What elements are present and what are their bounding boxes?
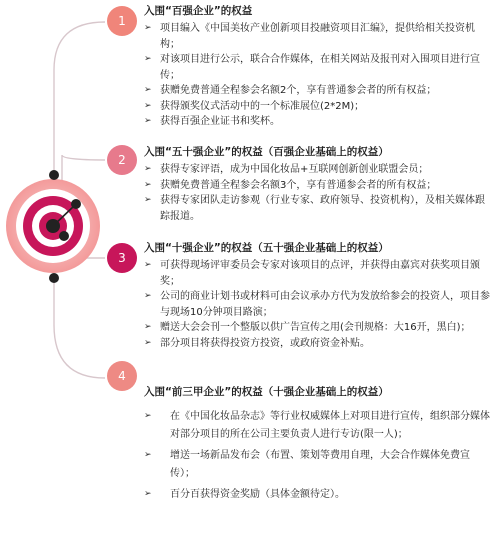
list-item [144, 289, 490, 320]
number-badge-3-text: 3 [118, 251, 126, 265]
arrow-bullet-icon: ➢ [144, 100, 152, 111]
arrow-bullet-icon: ➢ [144, 54, 152, 64]
number-badge-3 [107, 243, 137, 273]
benefit-list [144, 258, 490, 351]
arrow-bullet-icon: ➢ [144, 85, 152, 95]
list-item [144, 486, 490, 504]
list-item [144, 83, 490, 99]
list-item [144, 162, 490, 178]
section-title: 入围“五十强企业”的权益（百强企业基础上的权益） [144, 146, 389, 158]
arrow-bullet-icon: ➢ [144, 337, 152, 348]
arrow-bullet-icon: ➢ [144, 322, 152, 332]
list-item-text: 获得专家团队走访参观（行业专家、政府领导、投资机构），及相关媒体跟踪报道。 [160, 195, 485, 222]
benefit-list [144, 408, 490, 504]
list-item [144, 336, 490, 352]
list-item [144, 408, 490, 443]
list-item-text: 部分项目将获得投资方投资，或政府资金补贴。 [160, 337, 370, 349]
connector-dot-2 [71, 199, 81, 209]
list-item-text: 可获得现场评审委员会专家对该项目的点评，并获得由嘉宾对获奖项目颁奖； [160, 260, 480, 287]
connector-line-4 [54, 278, 105, 378]
connector-line-1 [54, 22, 105, 175]
target-icon [6, 179, 100, 273]
connector-dot-3 [59, 231, 69, 241]
arrow-bullet-icon: ➢ [144, 164, 152, 174]
list-item-text: 对该项目进行公示，联合合作媒体，在相关网站及报刊对入围项目进行宣传； [160, 54, 480, 81]
number-badge-2-text: 2 [118, 153, 126, 167]
section-tier-4 [144, 385, 490, 508]
section-title: 入围“百强企业”的权益 [144, 5, 253, 17]
list-item [144, 178, 490, 194]
section-tier-3 [144, 241, 490, 351]
arrow-bullet-icon: ➢ [144, 116, 152, 126]
list-item-text: 获得百强企业证书和奖杯。 [160, 116, 280, 127]
number-badge-4-text: 4 [118, 369, 126, 383]
benefit-list [144, 162, 490, 224]
section-title: 入围“十强企业”的权益（五十强企业基础上的权益） [144, 242, 389, 254]
list-item-text: 获得专家评语，成为中国化妆品+互联网创新创业联盟会员； [160, 164, 429, 175]
connector-dot-1 [49, 170, 59, 180]
list-item [144, 258, 490, 289]
list-item-text: 获得颁奖仪式活动中的一个标准展位(2*2M)； [160, 100, 365, 112]
list-item [144, 21, 490, 52]
arrow-bullet-icon: ➢ [144, 450, 152, 460]
arrow-bullet-icon: ➢ [144, 179, 152, 190]
list-item-text: 获赠免费普通全程参会名额2个，享有普通参会者的所有权益； [160, 85, 437, 96]
list-item-text: 公司的商业计划书或材料可由会议承办方代为发放给参会的投资人，项目参与现场10分钟项目路演； [160, 291, 490, 318]
number-badge-2 [107, 145, 137, 175]
number-badge-1 [107, 6, 137, 36]
list-item [144, 99, 490, 115]
list-item-text: 增送一场新品发布会（布置、策划等费用自理，大会合作媒体免费宣传）； [170, 450, 470, 479]
list-item [144, 320, 490, 336]
arrow-bullet-icon: ➢ [144, 411, 152, 421]
list-item-text: 百分百获得资金奖励（具体金额待定）。 [170, 489, 345, 500]
arrow-bullet-icon: ➢ [144, 195, 152, 205]
arrow-bullet-icon: ➢ [144, 489, 152, 499]
list-item [144, 193, 490, 224]
benefit-list [144, 21, 490, 130]
connector-dot-4 [49, 273, 59, 283]
number-badge-4 [107, 361, 137, 391]
list-item-text: 获赠免费普通全程参会名额3个，享有普通参会者的所有权益； [160, 179, 437, 191]
arrow-bullet-icon: ➢ [144, 291, 152, 301]
arrow-bullet-icon: ➢ [144, 260, 152, 270]
arrow-bullet-icon: ➢ [144, 23, 152, 33]
section-title: 入围“前三甲企业”的权益（十强企业基础上的权益） [144, 386, 389, 398]
list-item-text: 项目编入《中国美妆产业创新项目投融资项目汇编》，提供给相关投资机构； [160, 23, 475, 50]
list-item [144, 447, 490, 482]
section-tier-2 [144, 145, 490, 224]
list-item-text: 赠送大会会刊一个整版以供广告宣传之用(会刊规格：大16开，黑白)； [160, 322, 471, 333]
connector-line-2 [62, 155, 105, 180]
list-item [144, 52, 490, 83]
list-item-text: 在《中国化妆品杂志》等行业权威媒体上对项目进行宣传，组织部分媒体对部分项目的所在公司主要负责人进行专访(限一人)； [170, 411, 490, 440]
list-item [144, 114, 490, 130]
section-tier-1 [144, 4, 490, 130]
number-badge-1-text: 1 [118, 14, 126, 28]
